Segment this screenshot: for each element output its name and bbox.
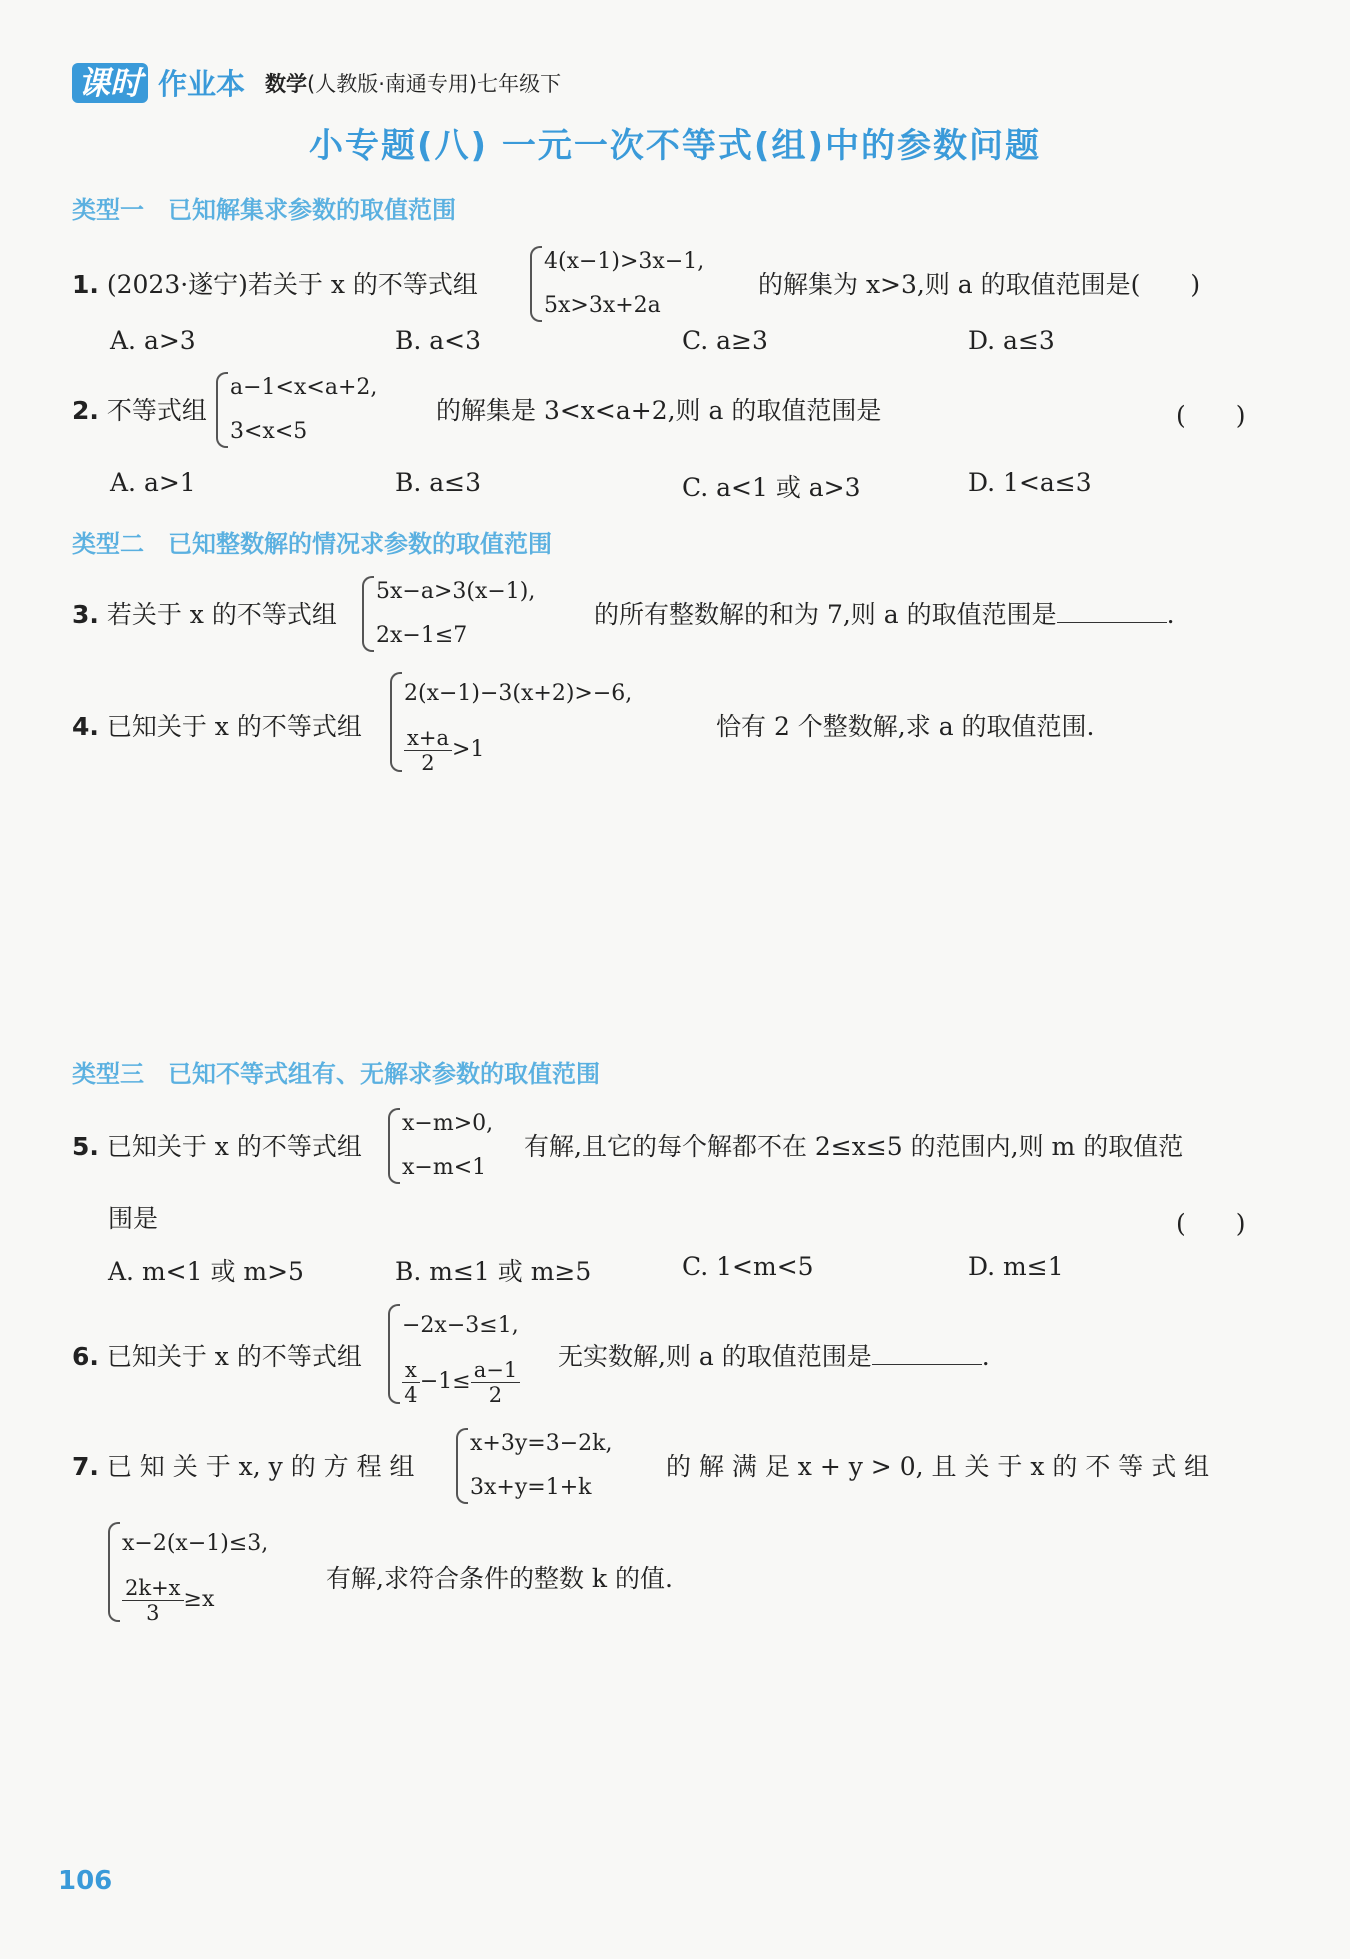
q4-text: 已知关于 x 的不等式组 [106,712,362,741]
book-info [265,68,561,98]
q6-fraction-1-num: x [402,1358,420,1383]
q1-text: (2023·遂宁)若关于 x 的不等式组 [106,270,478,299]
q6-system [386,1298,520,1410]
q4-system [388,666,632,778]
q3-tail: 的所有整数解的和为 7,则 a 的取值范围是 [594,600,1057,629]
q1-system-line-1: 4(x−1)>3x−1, [544,249,705,274]
q7-fraction-den: 3 [146,1600,160,1625]
q7-fraction-num: 2k+x [122,1576,184,1601]
q6-system-line-2 [402,1354,520,1410]
q4-number: 4. [72,712,99,741]
q6-number: 6. [72,1342,99,1371]
q6-fraction-1 [402,1358,420,1407]
q7-number: 7. [72,1452,99,1481]
page-title: 小专题(八) 一元一次不等式(组)中的参数问题 [309,126,1041,166]
q1-option-b: B. a<3 [395,326,482,355]
q3-system-line-2: 2x−1≤7 [376,623,468,648]
header [72,62,561,103]
q5-text: 已知关于 x 的不等式组 [106,1132,362,1161]
q6-end: . [981,1342,990,1371]
q7-system-1 [454,1422,612,1510]
q5-system [386,1102,493,1190]
q1-system [528,240,704,328]
q5-option-a: A. m<1 或 m>5 [108,1257,304,1286]
q7-system-2-line-2 [122,1572,268,1628]
q5-option-d: D. m≤1 [968,1252,1064,1281]
q7-system-2 [106,1516,268,1628]
q7-tail: 的 解 满 足 x + y > 0, 且 关 于 x 的 不 等 式 组 [666,1452,1210,1481]
q7-system-1-line-2: 3x+y=1+k [470,1475,592,1500]
brand-name: 作业本 [158,67,246,101]
q2-option-a: A. a>1 [110,468,196,497]
q1-tail: 的解集为 x>3,则 a 的取值范围是( ) [758,270,1201,299]
q2-option-b: B. a≤3 [395,468,482,497]
q4-fraction [404,726,452,775]
q5-number: 5. [72,1132,99,1161]
subject: 数学 [265,71,308,96]
q6-answer-blank[interactable] [872,1364,982,1365]
q7-system-1-line-1: x+3y=3−2k, [470,1431,613,1456]
q2-system-line-1: a−1<x<a+2, [230,375,378,400]
q1-option-c: C. a≥3 [682,326,768,355]
q2-answer-paren: ( ) [1176,401,1246,430]
q2-option-c: C. a<1 或 a>3 [682,473,861,502]
q1-option-d: D. a≤3 [968,326,1055,355]
q6-fraction-1-den: 4 [404,1382,418,1407]
q4-system-line-2-tail: >1 [451,737,485,762]
q2-number: 2. [72,396,99,425]
q3-answer-blank[interactable] [1057,622,1167,623]
q7-system-2-line-1: x−2(x−1)≤3, [122,1531,269,1556]
section-heading-3: 类型三 已知不等式组有、无解求参数的取值范围 [72,1060,600,1088]
edition: (人教版·南通专用)七年级下 [307,71,562,96]
q2-system [214,366,377,454]
q7-fraction [122,1576,184,1625]
q3-system [360,570,535,658]
q5-answer-paren: ( ) [1176,1209,1246,1238]
q6-system-line-1: −2x−3≤1, [402,1313,519,1338]
q5-system-line-2: x−m<1 [402,1155,487,1180]
q4-fraction-num: x+a [404,726,452,751]
q3-system-line-1: 5x−a>3(x−1), [376,579,536,604]
q3-end: . [1166,600,1175,629]
q6-text: 已知关于 x 的不等式组 [106,1342,362,1371]
q6-fraction-2-num: a−1 [471,1358,520,1383]
q5-option-c: C. 1<m<5 [682,1252,814,1281]
q6-middle: −1≤ [419,1369,471,1394]
q6-tail: 无实数解,则 a 的取值范围是 [558,1342,872,1371]
q4-tail: 恰有 2 个整数解,求 a 的取值范围. [716,712,1095,741]
q5-system-line-1: x−m>0, [402,1111,494,1136]
q2-system-line-2: 3<x<5 [230,419,308,444]
section-heading-1: 类型一 已知解集求参数的取值范围 [72,196,456,224]
q6-fraction-2-den: 2 [488,1382,503,1407]
q2-tail: 的解集是 3<x<a+2,则 a 的取值范围是 [436,396,882,425]
q1-option-a: A. a>3 [110,326,196,355]
q2-text: 不等式组 [106,396,207,425]
q1-system-line-2: 5x>3x+2a [544,293,661,318]
q2-option-d: D. 1<a≤3 [968,468,1092,497]
section-heading-2: 类型二 已知整数解的情况求参数的取值范围 [72,530,552,558]
q5-line-2: 围是 [108,1204,159,1233]
q5-option-b: B. m≤1 或 m≥5 [395,1257,592,1286]
q1-number: 1. [72,270,99,299]
q4-system-line-1: 2(x−1)−3(x+2)>−6, [404,681,633,706]
q7-system-2-line-2-tail: ≥x [183,1587,215,1612]
q5-tail: 有解,且它的每个解都不在 2≤x≤5 的范围内,则 m 的取值范 [524,1132,1184,1161]
q3-number: 3. [72,600,99,629]
q6-fraction-2 [471,1358,520,1407]
q4-fraction-den: 2 [421,750,435,775]
logo: 课时 [72,63,148,103]
q3-text: 若关于 x 的不等式组 [106,600,337,629]
q4-system-line-2 [404,722,632,778]
q7-tail-2: 有解,求符合条件的整数 k 的值. [326,1564,673,1593]
page-number: 106 [58,1866,113,1896]
q7-text: 已 知 关 于 x, y 的 方 程 组 [106,1452,415,1481]
